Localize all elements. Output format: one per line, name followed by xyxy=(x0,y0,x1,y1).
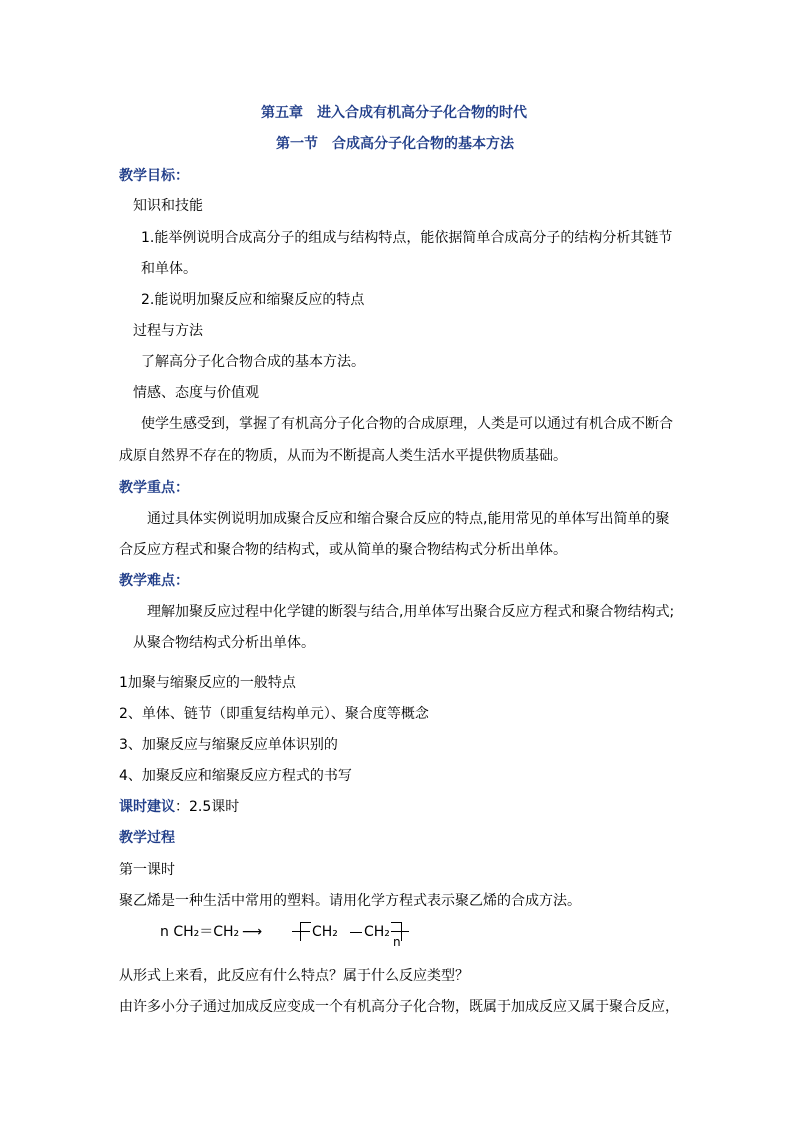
equation-arrow: ⟶ xyxy=(242,924,263,940)
difficulty-heading: 教学难点： xyxy=(119,573,189,589)
chapter-title: 第五章 进入合成有机高分子化合物的时代 xyxy=(261,105,527,121)
process-heading: 过程与方法 xyxy=(133,323,203,339)
section-title: 第一节 合成高分子化合物的基本方法 xyxy=(276,136,514,152)
goals-heading: 教学目标： xyxy=(119,168,189,184)
process-text: 了解高分子化合物合成的基本方法。 xyxy=(141,354,365,370)
polyethylene-text: 聚乙烯是一种生活中常用的塑料。请用化学方程式表示聚乙烯的合成方法。 xyxy=(119,893,581,909)
equation-reactant: n CH₂＝CH₂ xyxy=(160,924,240,940)
equation-subscript: n xyxy=(393,935,401,949)
hours-label: 课时建议 xyxy=(119,799,175,815)
equation-unit-a: CH₂ xyxy=(312,924,338,940)
hours-suggestion xyxy=(119,797,239,817)
equation-unit-b: CH₂ xyxy=(364,924,390,940)
key-text-cont: 合反应方程式和聚合物的结构式，或从简单的聚合物结构式分析出单体。 xyxy=(119,542,567,558)
list-item-4: 4、加聚反应和缩聚反应方程式的书写 xyxy=(119,768,352,784)
lesson-label: 第一课时 xyxy=(119,862,175,878)
difficulty-text-cont: 从聚合物结构式分析出单体。 xyxy=(133,635,315,651)
question-text: 从形式上来看，此反应有什么特点？属于什么反应类型？ xyxy=(119,968,469,984)
attitude-heading: 情感、态度与价值观 xyxy=(133,385,259,401)
difficulty-text: 理解加聚反应过程中化学键的断裂与结合,用单体写出聚合反应方程式和聚合物结构式; xyxy=(147,604,675,620)
list-item-2: 2、单体、链节（即重复结构单元）、聚合度等概念 xyxy=(119,706,429,722)
key-text: 通过具体实例说明加成聚合反应和缩合聚合反应的特点,能用常见的单体写出简单的聚 xyxy=(147,511,670,527)
list-item-1: 1加聚与缩聚反应的一般特点 xyxy=(119,675,296,691)
teaching-process-heading: 教学过程 xyxy=(119,830,175,846)
bracket-left xyxy=(300,922,311,941)
knowledge-item-1-cont: 和单体。 xyxy=(141,261,197,277)
attitude-text-cont: 成原自然界不存在的物质，从而为不断提高人类生活水平提供物质基础。 xyxy=(119,448,567,464)
hours-value: ：2.5课时 xyxy=(175,799,240,815)
key-heading: 教学重点： xyxy=(119,480,189,496)
answer-text: 由许多小分子通过加成反应变成一个有机高分子化合物，既属于加成反应又属于聚合反应， xyxy=(119,999,679,1015)
list-item-3: 3、加聚反应与缩聚反应单体识别的 xyxy=(119,737,338,753)
attitude-text: 使学生感受到，掌握了有机高分子化合物的合成原理，人类是可以通过有机合成不断合 xyxy=(141,416,673,432)
bond-middle xyxy=(350,932,362,933)
knowledge-item-1: 1.能举例说明合成高分子的组成与结构特点，能依据简单合成高分子的结构分析其链节 xyxy=(141,230,673,246)
knowledge-heading: 知识和技能 xyxy=(133,198,203,214)
knowledge-item-2: 2.能说明加聚反应和缩聚反应的特点 xyxy=(141,292,365,308)
